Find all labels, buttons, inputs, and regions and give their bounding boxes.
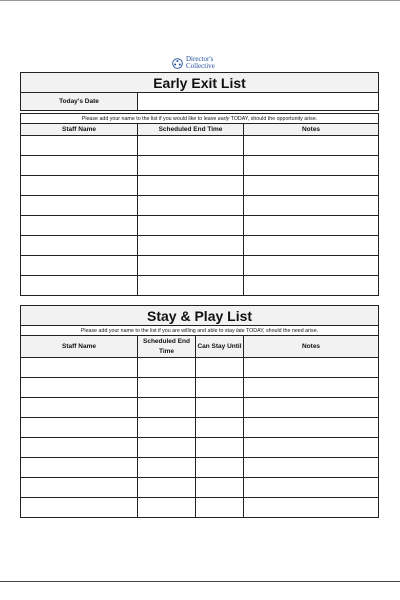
logo-line-1: Director's bbox=[186, 55, 214, 63]
col-scheduled-end-time: Scheduled End Time bbox=[138, 124, 244, 136]
table-cell[interactable] bbox=[196, 358, 244, 378]
col-staff-name: Staff Name bbox=[21, 124, 138, 136]
table-cell[interactable] bbox=[21, 378, 138, 398]
table-cell[interactable] bbox=[244, 156, 379, 176]
table-cell[interactable] bbox=[138, 216, 244, 236]
table-row bbox=[21, 156, 379, 176]
table-cell[interactable] bbox=[244, 498, 379, 518]
table-cell[interactable] bbox=[196, 378, 244, 398]
table-cell[interactable] bbox=[138, 458, 196, 478]
table-cell[interactable] bbox=[244, 378, 379, 398]
stay-play-title: Stay & Play List bbox=[21, 306, 379, 326]
table-cell[interactable] bbox=[244, 256, 379, 276]
early-exit-section bbox=[20, 72, 378, 296]
table-cell[interactable] bbox=[21, 236, 138, 256]
table-cell[interactable] bbox=[21, 136, 138, 156]
table-cell[interactable] bbox=[138, 276, 244, 296]
col-notes: Notes bbox=[244, 336, 379, 358]
table-cell[interactable] bbox=[138, 418, 196, 438]
table-cell[interactable] bbox=[138, 438, 196, 458]
table-cell[interactable] bbox=[244, 458, 379, 478]
table-row bbox=[21, 438, 379, 458]
top-rule bbox=[0, 0, 400, 1]
early-exit-header-row bbox=[21, 124, 379, 136]
table-cell[interactable] bbox=[244, 196, 379, 216]
table-row bbox=[21, 398, 379, 418]
table-cell[interactable] bbox=[138, 156, 244, 176]
stay-play-section bbox=[20, 305, 378, 518]
table-row bbox=[21, 458, 379, 478]
table-cell[interactable] bbox=[21, 196, 138, 216]
table-cell[interactable] bbox=[244, 358, 379, 378]
logo-line-2: Collective bbox=[186, 62, 215, 70]
table-cell[interactable] bbox=[138, 398, 196, 418]
early-exit-title: Early Exit List bbox=[21, 73, 379, 93]
table-row bbox=[21, 378, 379, 398]
bottom-rule bbox=[0, 581, 400, 582]
todays-date-label: Today's Date bbox=[21, 93, 138, 111]
table-cell[interactable] bbox=[196, 438, 244, 458]
table-row bbox=[21, 358, 379, 378]
table-cell[interactable] bbox=[21, 418, 138, 438]
stay-play-header-row bbox=[21, 336, 379, 358]
table-cell[interactable] bbox=[21, 358, 138, 378]
early-exit-table bbox=[20, 72, 379, 296]
early-exit-rows bbox=[21, 136, 379, 296]
directors-collective-logo bbox=[172, 55, 215, 71]
table-cell[interactable] bbox=[244, 136, 379, 156]
table-row bbox=[21, 478, 379, 498]
col-scheduled-end-time: Scheduled End Time bbox=[138, 336, 196, 358]
table-cell[interactable] bbox=[196, 498, 244, 518]
table-cell[interactable] bbox=[21, 176, 138, 196]
table-row bbox=[21, 276, 379, 296]
table-cell[interactable] bbox=[244, 216, 379, 236]
col-can-stay-until: Can Stay Until bbox=[196, 336, 244, 358]
table-cell[interactable] bbox=[138, 236, 244, 256]
table-cell[interactable] bbox=[138, 498, 196, 518]
table-row bbox=[21, 418, 379, 438]
table-cell[interactable] bbox=[244, 398, 379, 418]
table-row bbox=[21, 136, 379, 156]
table-cell[interactable] bbox=[21, 498, 138, 518]
stay-play-table bbox=[20, 305, 379, 518]
table-cell[interactable] bbox=[138, 176, 244, 196]
table-cell[interactable] bbox=[21, 216, 138, 236]
col-notes: Notes bbox=[244, 124, 379, 136]
table-cell[interactable] bbox=[138, 358, 196, 378]
table-cell[interactable] bbox=[196, 478, 244, 498]
table-cell[interactable] bbox=[138, 256, 244, 276]
table-cell[interactable] bbox=[21, 438, 138, 458]
table-cell[interactable] bbox=[138, 478, 196, 498]
table-cell[interactable] bbox=[21, 156, 138, 176]
table-cell[interactable] bbox=[244, 418, 379, 438]
table-cell[interactable] bbox=[244, 438, 379, 458]
table-cell[interactable] bbox=[21, 458, 138, 478]
table-cell[interactable] bbox=[21, 398, 138, 418]
table-cell[interactable] bbox=[244, 236, 379, 256]
table-row bbox=[21, 216, 379, 236]
table-cell[interactable] bbox=[196, 398, 244, 418]
table-row bbox=[21, 256, 379, 276]
table-cell[interactable] bbox=[196, 418, 244, 438]
table-cell[interactable] bbox=[21, 276, 138, 296]
table-row bbox=[21, 498, 379, 518]
stay-play-instructions: Please add your name to the list if you are willing and able to stay late TODAY, should the need arise. bbox=[21, 326, 379, 336]
table-row bbox=[21, 196, 379, 216]
col-staff-name: Staff Name bbox=[21, 336, 138, 358]
table-row bbox=[21, 176, 379, 196]
table-row bbox=[21, 236, 379, 256]
early-exit-instructions: Please add your name to the list if you would like to leave early TODAY, should the opportunity arise. bbox=[21, 114, 379, 124]
table-cell[interactable] bbox=[196, 458, 244, 478]
table-cell[interactable] bbox=[21, 256, 138, 276]
globe-dots-icon bbox=[172, 58, 183, 69]
todays-date-field[interactable] bbox=[138, 93, 379, 111]
table-cell[interactable] bbox=[138, 378, 196, 398]
table-cell[interactable] bbox=[138, 196, 244, 216]
table-cell[interactable] bbox=[244, 276, 379, 296]
table-cell[interactable] bbox=[21, 478, 138, 498]
table-cell[interactable] bbox=[138, 136, 244, 156]
stay-play-rows bbox=[21, 358, 379, 518]
logo-wordmark bbox=[186, 56, 215, 70]
table-cell[interactable] bbox=[244, 176, 379, 196]
table-cell[interactable] bbox=[244, 478, 379, 498]
